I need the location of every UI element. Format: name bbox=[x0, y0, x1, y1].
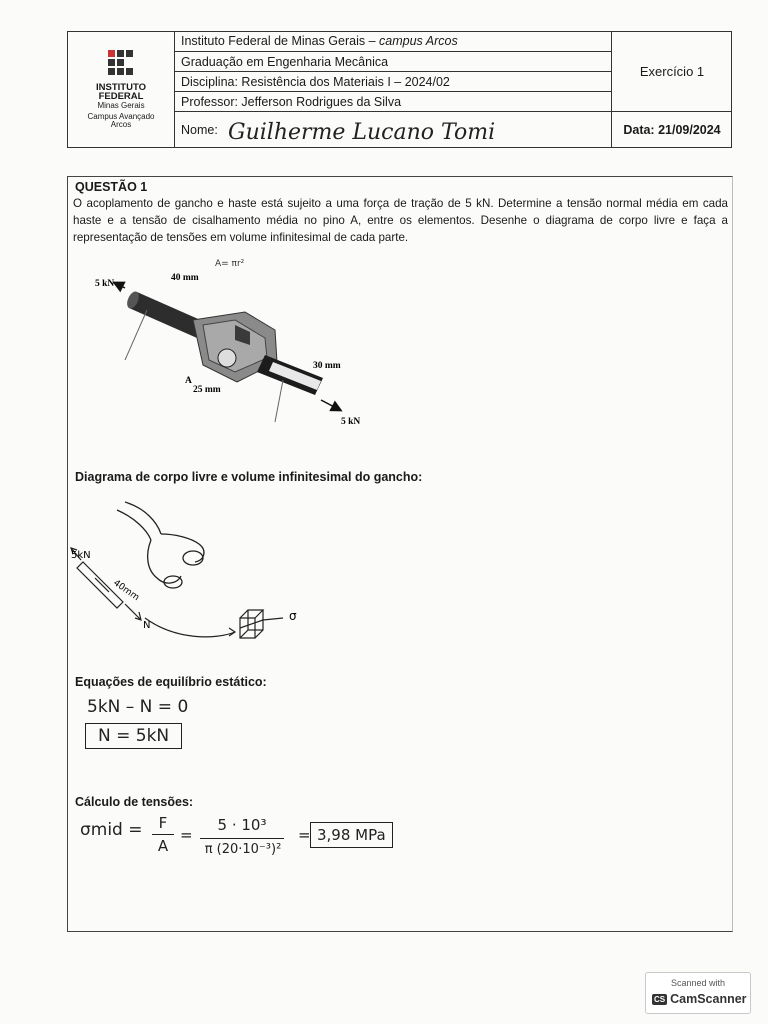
logo-line1: INSTITUTO bbox=[96, 82, 146, 93]
fbd-sketch bbox=[65, 500, 325, 650]
fbd-heading: Diagrama de corpo livre e volume infinitesimal do gancho: bbox=[75, 470, 423, 484]
clevis-figure bbox=[85, 250, 385, 435]
fbd-N-label: N bbox=[143, 620, 151, 631]
institution: Instituto Federal de Minas Gerais – bbox=[181, 34, 380, 48]
fraction-bar-2 bbox=[200, 838, 284, 839]
course: Graduação em Engenharia Mecânica bbox=[181, 55, 389, 69]
rod-sketch bbox=[71, 548, 235, 637]
professor-row bbox=[175, 92, 612, 112]
fraction-bar-1 bbox=[152, 834, 174, 835]
logo-line5: Arcos bbox=[110, 120, 132, 129]
area-formula-handwritten: A= πr² bbox=[215, 259, 245, 269]
force-right-label: 5 kN bbox=[341, 417, 361, 427]
numerator: 5 · 10³ bbox=[217, 816, 267, 834]
result-boxed: 3,98 MPa bbox=[310, 822, 393, 848]
camscanner-brand bbox=[652, 992, 747, 1006]
sigma-label: σ bbox=[289, 609, 297, 623]
logo-line2: FEDERAL bbox=[98, 91, 144, 102]
left-rod bbox=[125, 290, 205, 338]
dim-40-label: 40 mm bbox=[171, 273, 199, 283]
equals-1: = bbox=[180, 826, 193, 844]
question-title: QUESTÃO 1 bbox=[75, 180, 148, 194]
left-rod-line bbox=[125, 310, 147, 360]
pin-label: A bbox=[185, 376, 192, 386]
denominator: π (20·10⁻³)² bbox=[204, 842, 282, 857]
right-force-arrow bbox=[321, 400, 340, 410]
date-label: Data: 21/09/2024 bbox=[623, 123, 721, 137]
discipline: Disciplina: Resistência dos Materiais I – 2024/02 bbox=[181, 75, 450, 89]
left-force-arrow bbox=[115, 283, 125, 288]
hook-sketch bbox=[117, 502, 204, 588]
institution-row bbox=[175, 31, 612, 52]
logo-text bbox=[70, 83, 172, 129]
dim-25-label: 25 mm bbox=[193, 385, 221, 395]
name-label: Nome: bbox=[181, 123, 218, 137]
institute-logo bbox=[108, 50, 134, 78]
logo-line4: Campus Avançado bbox=[87, 112, 155, 121]
infinitesimal-cube bbox=[240, 610, 283, 638]
fbd-dim-label: 40mm bbox=[111, 578, 141, 604]
student-name-handwritten: Guilherme Lucano Tomi bbox=[228, 120, 496, 145]
course-row bbox=[175, 52, 612, 72]
exercise-label: Exercício 1 bbox=[639, 63, 705, 79]
fraction-F: F bbox=[158, 814, 168, 832]
camscanner-watermark bbox=[645, 972, 751, 1014]
right-rod-line bbox=[275, 380, 283, 422]
camscanner-top-text: Scanned with bbox=[670, 978, 726, 988]
logo-line3: Minas Gerais bbox=[97, 101, 145, 110]
date-cell bbox=[612, 112, 732, 148]
equation-1: 5kN – N = 0 bbox=[87, 697, 189, 717]
fraction-A: A bbox=[157, 837, 169, 855]
discipline-row bbox=[175, 72, 612, 92]
sigma-mid-label: σmid = bbox=[80, 820, 143, 840]
equation-2-boxed: N = 5kN bbox=[85, 723, 182, 749]
question-text: O acoplamento de gancho e haste está sujeito a uma força de tração de 5 kN. Determine a tensão normal média em cada haste e a tensão de cisalhamento média no pino A, entre os elementos. Desenhe o diagrama de corpo livre e faça a representação de tensões em volume infinitesimal de cada parte. bbox=[73, 197, 728, 244]
professor: Professor: Jefferson Rodrigues da Silva bbox=[181, 95, 402, 109]
equilibrium-heading: Equações de equilíbrio estático: bbox=[75, 675, 267, 689]
camscanner-brand-text: CamScanner bbox=[670, 992, 747, 1006]
dim-30-label: 30 mm bbox=[313, 361, 341, 371]
exercise-cell bbox=[612, 31, 732, 112]
camscanner-badge-icon: CS bbox=[654, 995, 666, 1004]
institution-campus: campus Arcos bbox=[379, 34, 458, 48]
stress-heading: Cálculo de tensões: bbox=[75, 795, 194, 809]
equals-2: = bbox=[298, 826, 311, 844]
force-left-label: 5 kN bbox=[95, 279, 115, 289]
fbd-force-label: 5kN bbox=[71, 550, 91, 561]
